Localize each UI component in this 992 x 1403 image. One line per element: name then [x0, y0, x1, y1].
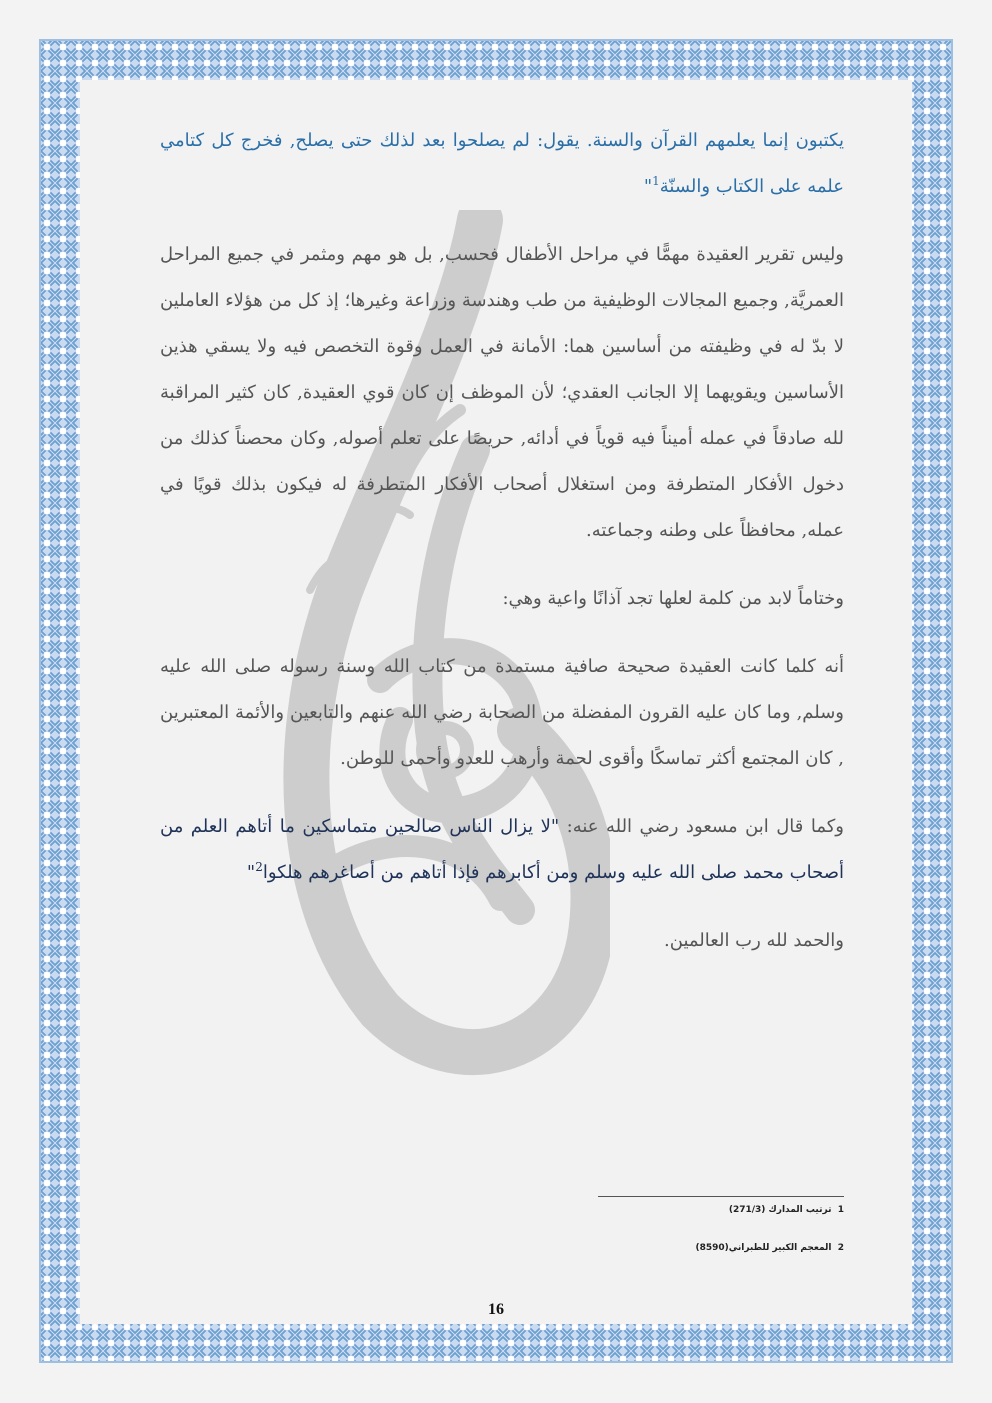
footnote-separator [598, 1196, 844, 1197]
footnote-1 [600, 1205, 844, 1215]
paragraph-closing: والحمد لله رب العالمين. [664, 930, 844, 951]
footnote-number: 2 [837, 1243, 844, 1253]
footnote-2 [600, 1243, 844, 1253]
footnote-mark-2: 2 [255, 860, 263, 874]
quote-text: يكتبون إنما يعلمهم القرآن والسنة. يقول: لم يصلحوا بعد لذلك حتى يصلح, فخرج كل كتامي علمه على الكتاب والسنّة [160, 130, 844, 197]
paragraph-conclusion-intro: وختاماً لابد من كلمة لعلها تجد آذانًا واعية وهي: [502, 588, 844, 609]
quote-paragraph-1 [160, 118, 844, 210]
quote-paragraph-2 [160, 804, 844, 896]
closing-quote: " [643, 176, 653, 197]
page-number: 16 [488, 1301, 504, 1318]
footnote-text: المعجم الكبير للطبراني(8590) [695, 1243, 832, 1253]
footnote-number: 1 [837, 1205, 844, 1215]
paragraph-conclusion: أنه كلما كانت العقيدة صحيحة صافية مستمدة من كتاب الله وسنة رسوله صلى الله عليه وسلم, وما كان عليه القرون المفضلة من الصحابة رضي الله عنهم والتابعين والأئمة المعتبرين , كان المجتمع أكثر تماسكًا وأقوى لحمة وأرهب للعدو وأحمى للوطن. [160, 656, 844, 769]
closing-quote: " [246, 862, 256, 883]
footnote-mark-1: 1 [652, 174, 660, 188]
quote-intro: وكما قال ابن مسعود رضي الله عنه: [559, 816, 844, 837]
footnote-text: ترتيب المدارك (271/3) [728, 1205, 832, 1215]
paragraph-aqeedah-importance: وليس تقرير العقيدة مهمًّا في مراحل الأطفال فحسب, بل هو مهم ومثمر في جميع المراحل العمريَّة, وجميع المجالات الوظيفية من طب وهندسة وزراعة وغيرها؛ إذ كل من هؤلاء العاملين لا بدّ له في وظيفته من أساسين هما: الأمانة في العمل وقوة التخصص فيه ولا يسقي هذين الأساسين ويقويهما إلا الجانب العقدي؛ لأن الموظف إن كان قوي العقيدة, كان كثير المراقبة لله صادقاً في عمله أميناً فيه قوياً في أدائه, حريصًا على تعلم أصوله, وكان محصناً كذلك من دخول الأفكار المتطرفة ومن استغلال أصحاب الأفكار المتطرفة له فيكون بذلك قويًا في عمله, محافظاً على وطنه وجماعته. [160, 244, 844, 541]
page-body-text [160, 118, 844, 986]
ibn-masud-quote: "لا يزال الناس صالحين متماسكين ما أتاهم العلم من أصحاب محمد صلى الله عليه وسلم ومن أكابرهم فإذا أتاهم من أصاغرهم هلكوا [160, 816, 844, 883]
